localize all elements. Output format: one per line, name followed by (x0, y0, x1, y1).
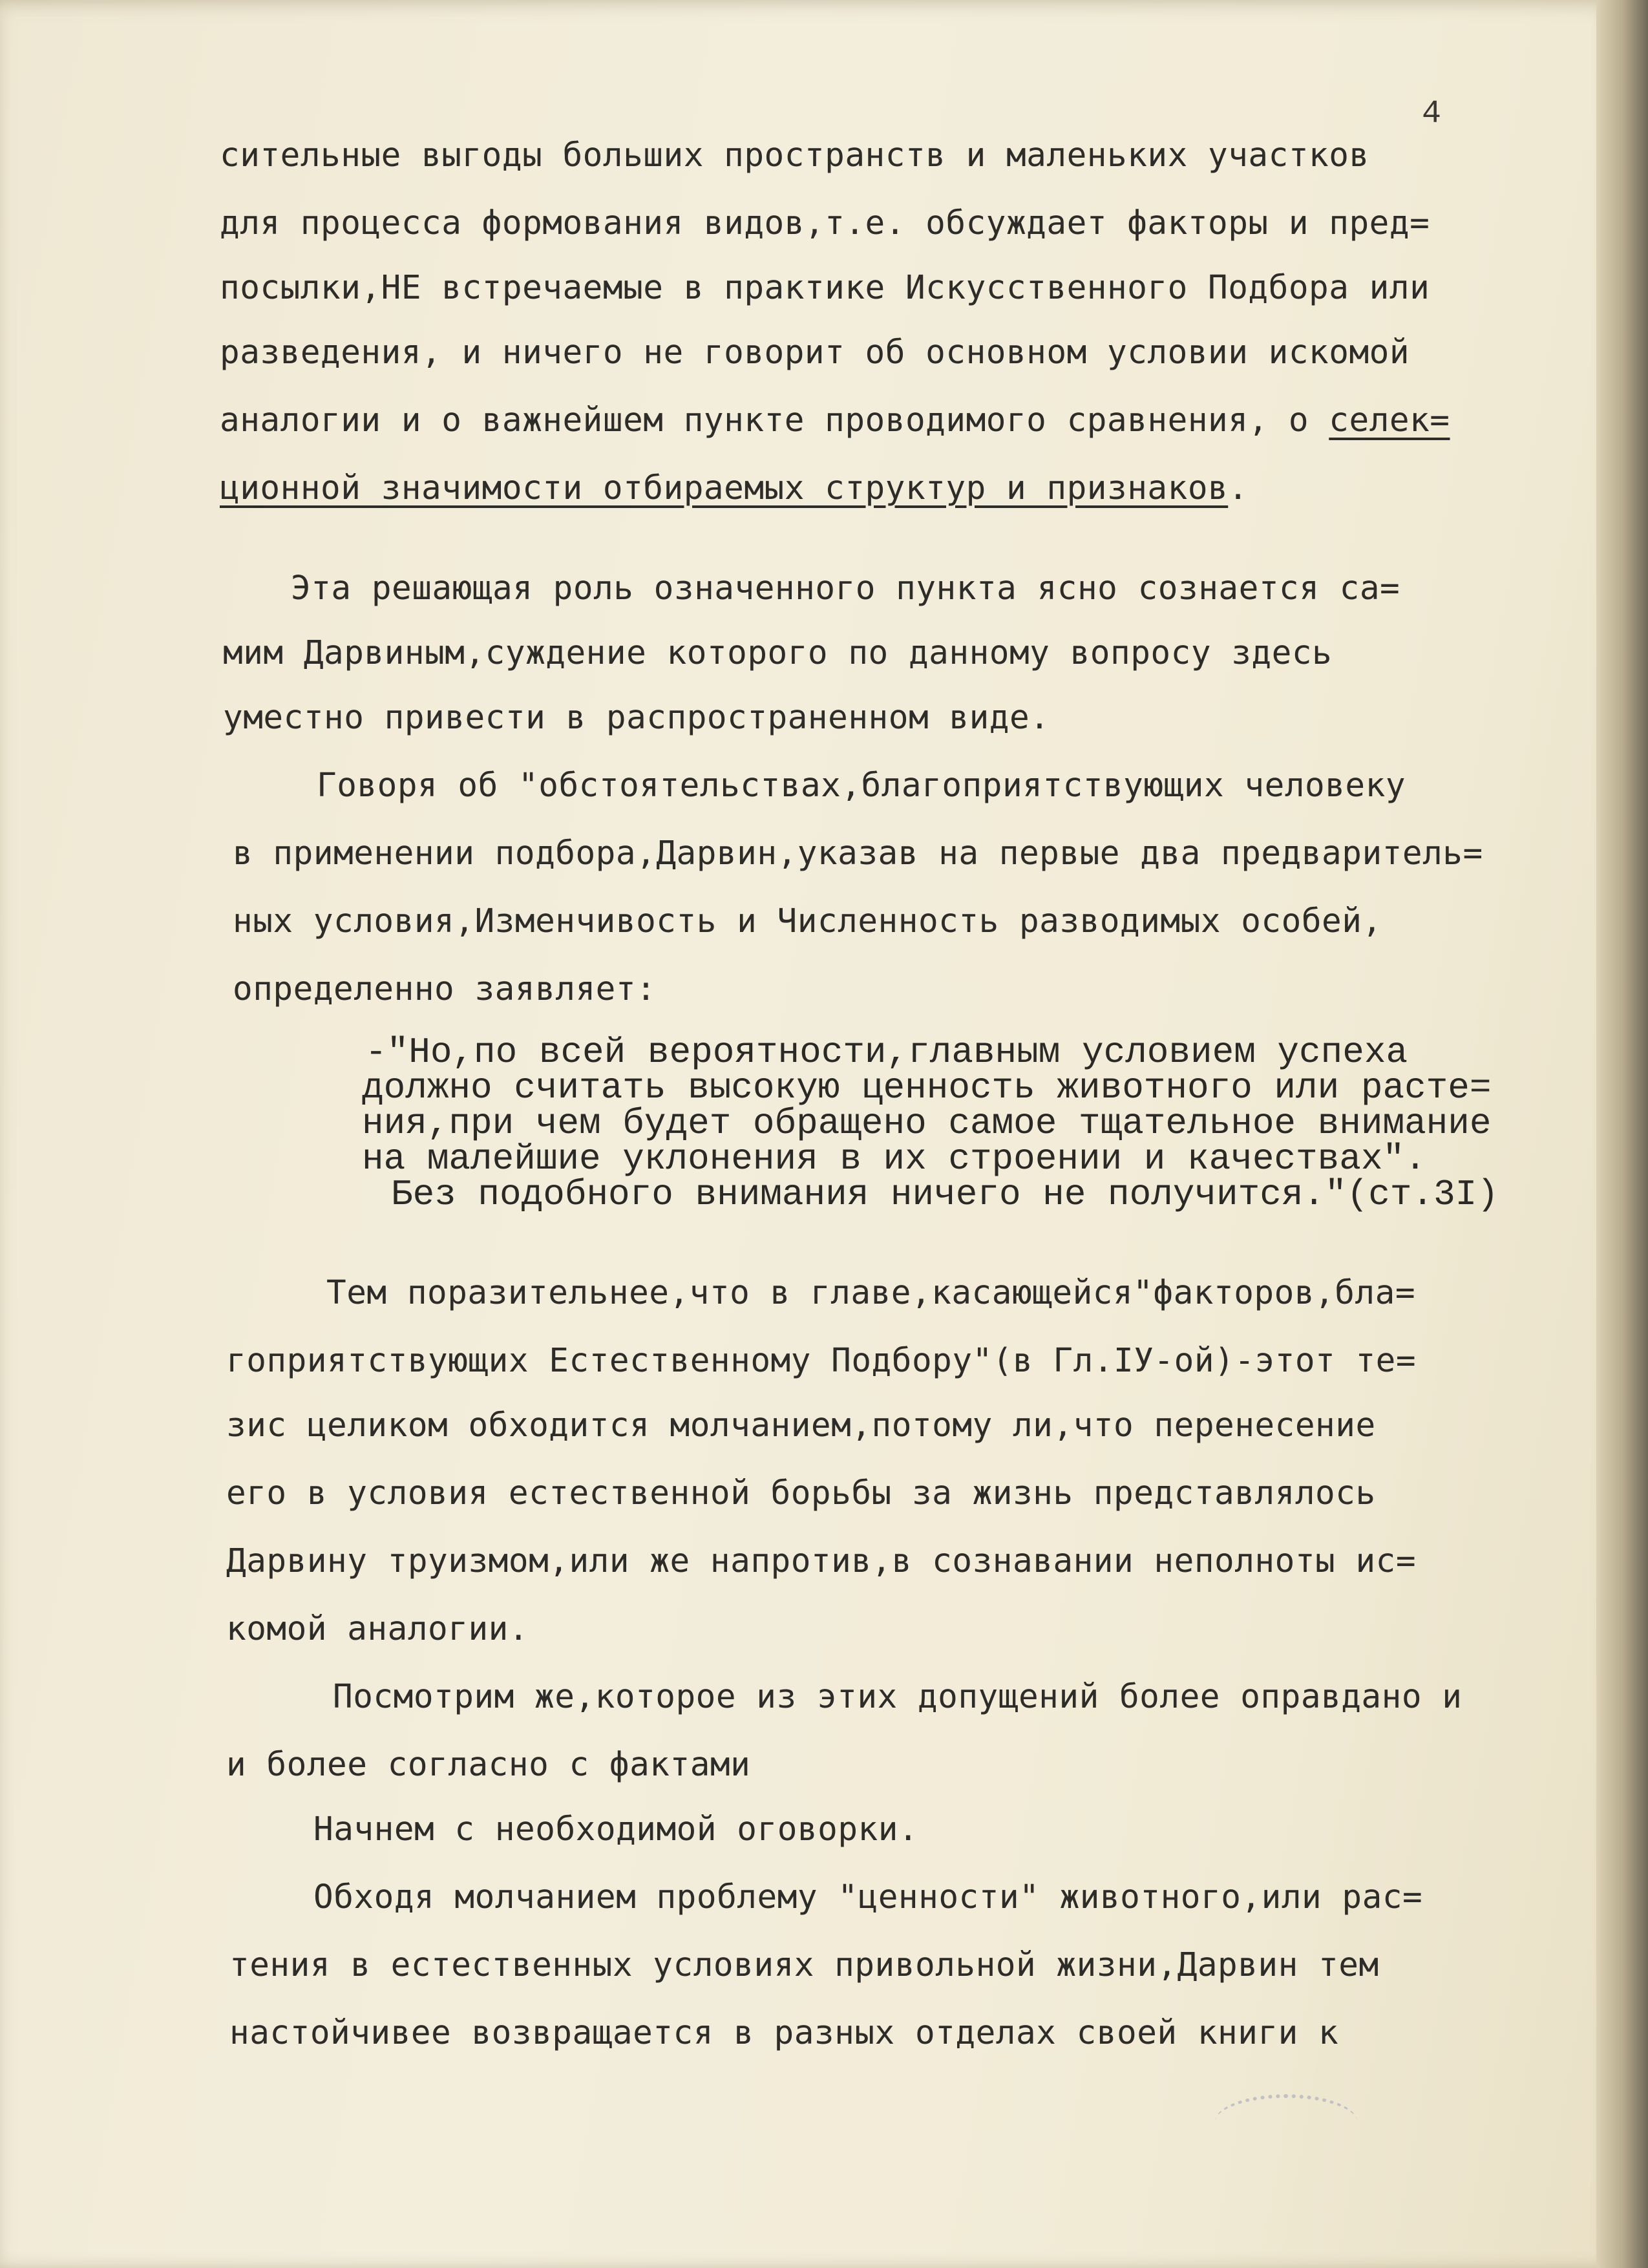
text-line: Тем поразительнее,что в главе,касающейся"факторов,бла= (326, 1274, 1416, 1312)
text-line: сительные выгоды больших пространств и маленьких участков (220, 136, 1369, 175)
text-line: для процесса формования видов,т.е. обсуждает факторы и пред= (220, 204, 1430, 242)
text-line: его в условия естественной борьбы за жизнь представлялось (226, 1474, 1376, 1512)
page-edge (1596, 0, 1648, 2268)
underlined-text: селек= (1329, 401, 1450, 440)
page-number: 4 (1422, 96, 1442, 132)
text-segment: . (1228, 469, 1249, 507)
text-line: комой аналогии. (226, 1610, 529, 1648)
quote-line: -"Но,по всей вероятности,главным условием успеха (365, 1032, 1408, 1073)
text-line: настойчивее возвращается в разных отделах своей книги к (229, 2014, 1339, 2052)
text-line: посылки,НЕ встречаемые в практике Искусственного Подбора или (220, 269, 1430, 307)
quote-line: ния,при чем будет обращено самое тщательное внимание (362, 1103, 1492, 1144)
text-line: Эта решающая роль означенного пункта ясно сознается са= (291, 569, 1400, 608)
text-line: гоприятствующих Естественному Подбору"(в Гл.IУ-ой)-этот те= (226, 1342, 1417, 1380)
text-line: уместно привести в распространенном виде. (223, 699, 1050, 737)
underlined-text: ционной значимости отбираемых структур и признаков (220, 469, 1229, 507)
text-line: Дарвину труизмом,или же напротив,в сознавании неполноты ис= (226, 1542, 1417, 1580)
text-line: тения в естественных условиях привольной жизни,Дарвин тем (229, 1946, 1379, 1984)
quote-line: Без подобного внимания ничего не получится."(ст.3I) (391, 1174, 1499, 1215)
faint-stamp-mark (1215, 2094, 1357, 2150)
text-line: Посмотрим же,которое из этих допущений более оправдано и (333, 1678, 1463, 1716)
text-line: и более согласно с фактами (226, 1746, 751, 1784)
text-line: зис целиком обходится молчанием,потому ли,что перенесение (226, 1406, 1376, 1445)
text-line: определенно заявляет: (233, 970, 657, 1008)
quote-line: должно считать высокую ценность животного или расте= (362, 1067, 1492, 1108)
text-line (220, 469, 1249, 507)
text-line: ных условия,Изменчивость и Численность разводимых особей, (233, 902, 1382, 940)
quote-line: на малейшие уклонения в их строении и качествах". (362, 1138, 1426, 1180)
text-line: Обходя молчанием проблему "ценности" животного,или рас= (313, 1878, 1423, 1916)
text-line: Говоря об "обстоятельствах,благоприятствующих человеку (317, 767, 1406, 805)
text-line: Начнем с необходимой оговорки. (313, 1810, 919, 1849)
text-line: мим Дарвиным,суждение которого по данному вопросу здесь (223, 634, 1333, 672)
text-line: разведения, и ничего не говорит об основном условии искомой (220, 334, 1410, 372)
text-segment: аналогии и о важнейшем пункте проводимого сравнения, о (220, 401, 1309, 440)
text-line: в применении подбора,Дарвин,указав на первые два предваритель= (233, 834, 1483, 873)
text-line (220, 401, 1450, 440)
